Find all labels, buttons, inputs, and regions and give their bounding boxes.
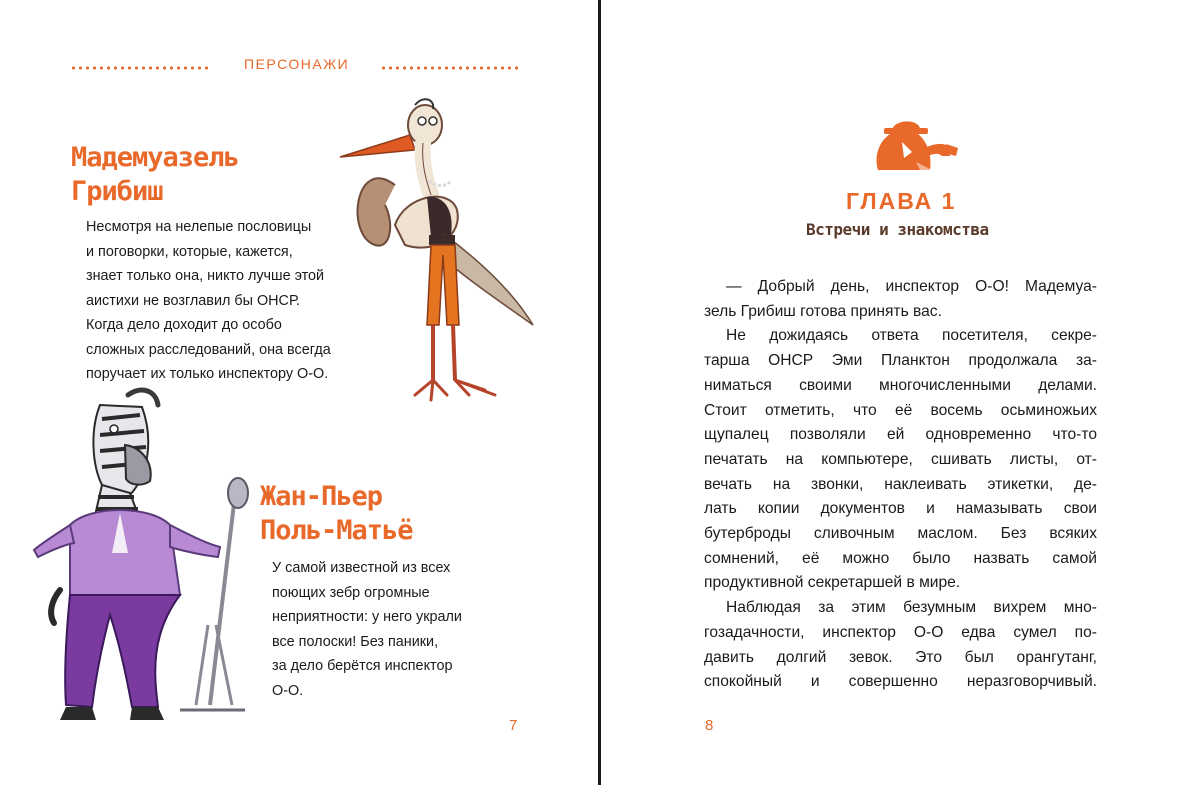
text-line: ниматься своими многочисленными делами. — [704, 376, 1097, 394]
character-1-name-line-2: Грибиш — [71, 176, 163, 207]
text-line: гозадачности, инспектор О-О едва сумел по- — [704, 623, 1097, 641]
orangutan-detective-icon — [872, 112, 964, 176]
text-line: все полоски! Без паники, — [272, 633, 439, 650]
text-line: спокойный и совершенно неразговорчивый. — [704, 673, 1097, 691]
text-line: сомнений, её можно было назвать самой — [704, 549, 1097, 567]
text-line: тарша ОНСР Эми Планктон продолжала за- — [704, 352, 1097, 370]
text-line: неприятности: у него украли — [272, 609, 462, 625]
text-line: продуктивной секретаршей в мире. — [704, 574, 961, 592]
text-line: Не дожидаясь ответа посетителя, секре- — [726, 327, 1097, 345]
text-line: аистихи не возглавил бы ОНСР. — [86, 292, 300, 309]
text-line: вечать на звонки, наклеивать этикетки, де- — [704, 475, 1097, 493]
character-2-name-line-2: Поль-Матьё — [260, 515, 413, 546]
chapter-subtitle: Встречи и знакомства — [806, 220, 989, 239]
text-line: сложных расследований, она всегда — [86, 341, 331, 358]
text-line: — Добрый день, инспектор О-О! Мадемуа- — [726, 278, 1097, 295]
character-1-name-line-1: Мадемуазель — [71, 142, 239, 173]
page-header: ПЕРСОНАЖИ — [244, 56, 350, 72]
text-line: Когда дело доходит до особо — [86, 317, 282, 333]
text-line: О-О. — [272, 682, 304, 699]
text-line: Стоит отметить, что её восемь осьминожьих — [704, 401, 1097, 419]
text-line: давить долгий зевок. Это был орангутанг, — [704, 648, 1097, 666]
text-line: за дело берётся инспектор — [272, 658, 453, 674]
chapter-title: ГЛАВА 1 — [846, 188, 957, 214]
text-line: щупалец позволяли ей одновременно что-то — [704, 426, 1097, 444]
text-line: поручает их только инспектору О-О. — [86, 366, 329, 382]
text-line: У самой известной из всех — [272, 560, 451, 576]
text-line: бутерброды сливочным маслом. Без всяких — [704, 525, 1097, 543]
text-line: поющих зебр огромные — [272, 584, 430, 601]
text-line: Наблюдая за этим безумным вихрем мно- — [726, 599, 1097, 617]
page-number-right: 8 — [705, 717, 714, 734]
text-line: зель Грибиш готова принять вас. — [704, 302, 942, 320]
text-line: Несмотря на нелепые пословицы — [86, 219, 312, 235]
text-line: и поговорки, которые, кажется, — [86, 243, 293, 260]
text-line: лать копии документов и намазывать свои — [704, 500, 1097, 518]
text-line: знает только она, никто лучше этой — [86, 268, 325, 284]
text-line: печатать на компьютере, сшивать листы, от- — [704, 450, 1097, 468]
character-2-name-line-1: Жан-Пьер — [260, 481, 383, 512]
chapter-body-text — [704, 275, 1097, 695]
page-number-left: 7 — [509, 717, 518, 734]
